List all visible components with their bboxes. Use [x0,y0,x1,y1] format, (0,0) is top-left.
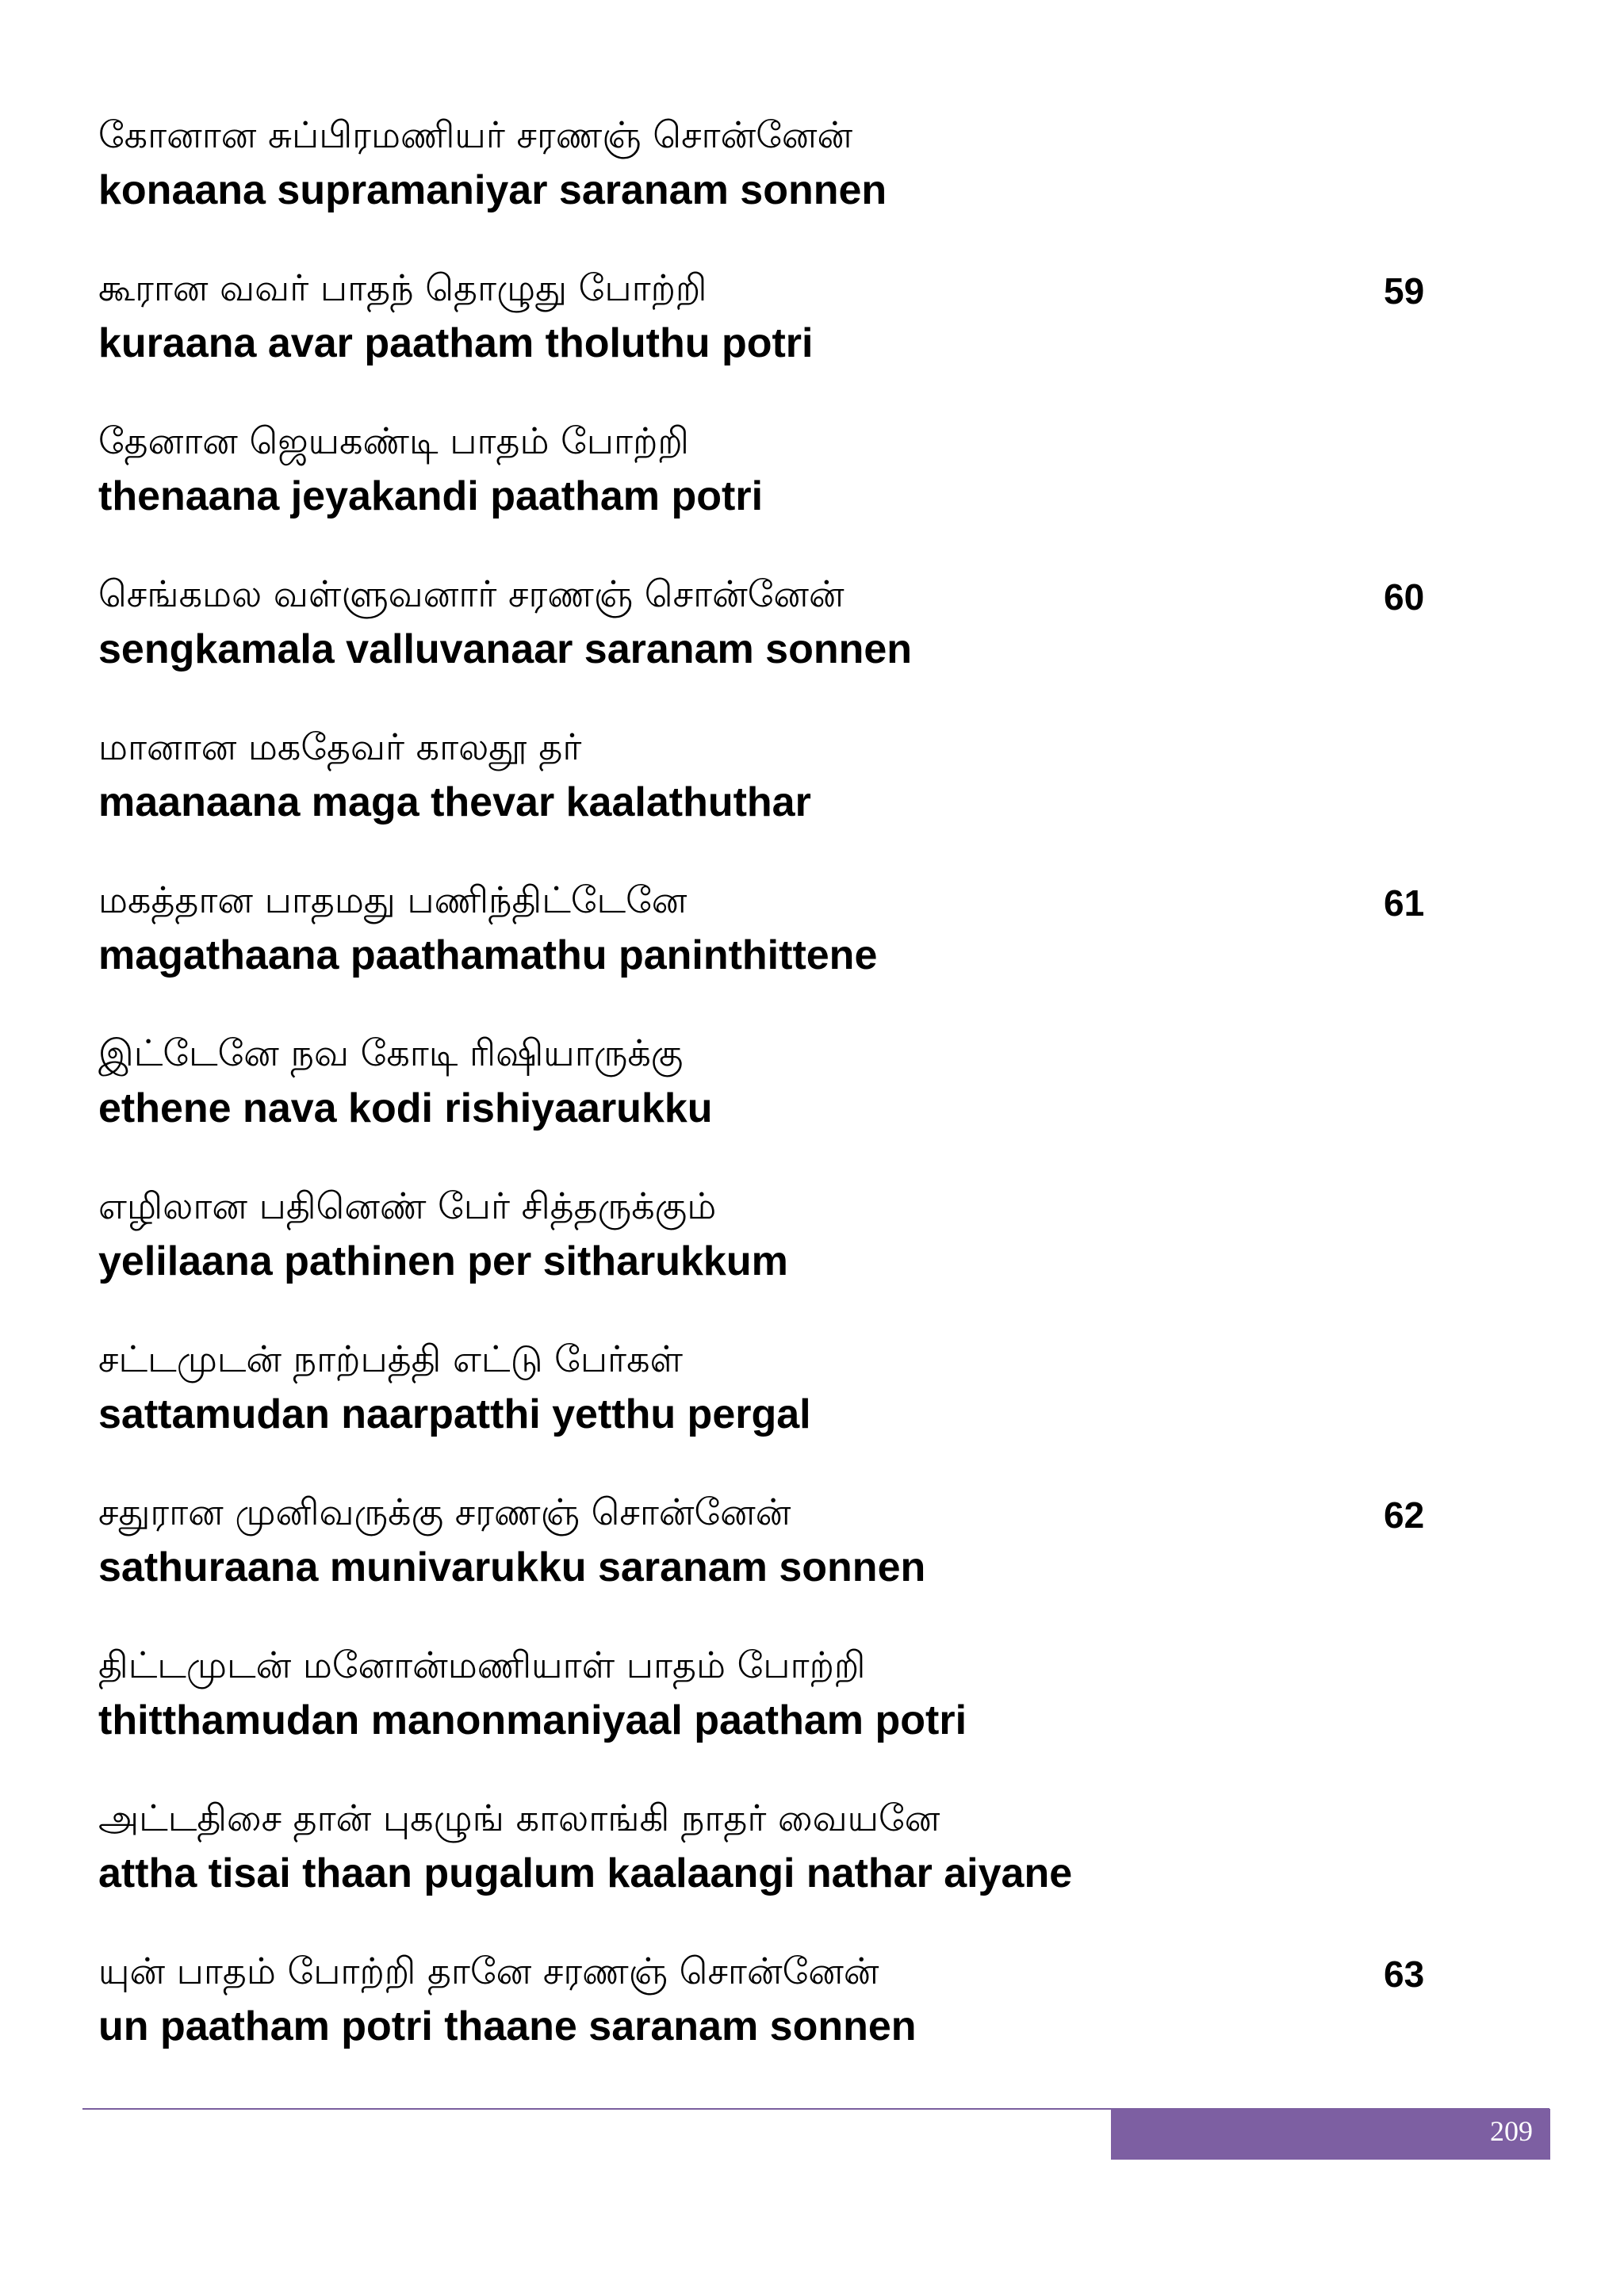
verse-block [98,1633,1446,1786]
transliteration-line: sengkamala valluvanaar saranam sonnen [98,626,913,672]
transliteration-line: sattamudan naarpatthi yetthu pergal [98,1391,811,1437]
transliteration-line: yelilaana pathinen per sitharukkum [98,1238,788,1284]
tamil-line: சதுரான முனிவருக்கு சரணஞ் சொன்னேன் [98,1490,791,1533]
verse-list [98,103,1446,2092]
verse-number: 61 [1384,882,1425,924]
verse-block [98,256,1446,409]
verse-block [98,1939,1446,2092]
page-number-box [1111,2109,1550,2160]
tamil-line: திட்டமுடன் மனோன்மணியாள் பாதம் போற்றி [98,1644,866,1686]
verse-number: 62 [1384,1494,1425,1536]
verse-block [98,409,1446,562]
tamil-line: அட்டதிசை தான் புகழுங் காலாங்கி நாதர் வையனே [98,1797,940,1839]
tamil-line: கூரான வவர் பாதந் தொழுது போற்றி [98,266,707,309]
transliteration-line: attha tisai thaan pugalum kaalaangi nathar aiyane [98,1850,1073,1896]
transliteration-line: kuraana avar paatham tholuthu potri [98,320,814,366]
verse-number: 59 [1384,270,1425,312]
transliteration-line: ethene nava kodi rishiyaarukku [98,1085,713,1131]
tamil-line: எழிலான பதினெண் பேர் சித்தருக்கும் [98,1184,717,1227]
verse-block [98,1021,1446,1174]
tamil-line: சட்டமுடன் நாற்பத்தி எட்டு பேர்கள் [98,1337,684,1380]
transliteration-line: thitthamudan manonmaniyaal paatham potri [98,1697,967,1743]
verse-number: 60 [1384,576,1425,618]
transliteration-line: magathaana paathamathu paninthittene [98,932,878,978]
tamil-line: கோனான சுப்பிரமணியர் சரணஞ் சொன்னேன் [98,113,853,156]
tamil-line: செங்கமல வள்ளுவனார் சரணஞ் சொன்னேன் [98,572,845,615]
transliteration-line: thenaana jeyakandi paatham potri [98,473,764,519]
tamil-line: மானான மகதேவர் காலதூ தர் [98,725,582,768]
verse-block [98,715,1446,868]
verse-number: 63 [1384,1954,1425,1995]
transliteration-line: konaana supramaniyar saranam sonnen [98,167,887,213]
tamil-line: யுன் பாதம் போற்றி தானே சரணஞ் சொன்னேன் [98,1950,879,1992]
verse-block [98,1480,1446,1633]
tamil-line: இட்டேனே நவ கோடி ரிஷியாருக்கு [98,1031,684,1074]
verse-block [98,868,1446,1021]
verse-block [98,1786,1446,1939]
verse-block [98,1174,1446,1327]
tamil-line: மகத்தான பாதமது பணிந்திட்டேனே [98,878,688,921]
transliteration-line: maanaana maga thevar kaalathuthar [98,779,811,825]
tamil-line: தேனான ஜெயகண்டி பாதம் போற்றி [98,419,689,462]
transliteration-line: sathuraana munivarukku saranam sonnen [98,1544,926,1590]
verse-block [98,103,1446,256]
verse-block [98,562,1446,715]
transliteration-line: un paatham potri thaane saranam sonnen [98,2003,917,2049]
verse-block [98,1327,1446,1480]
page-number: 209 [1490,2115,1533,2147]
